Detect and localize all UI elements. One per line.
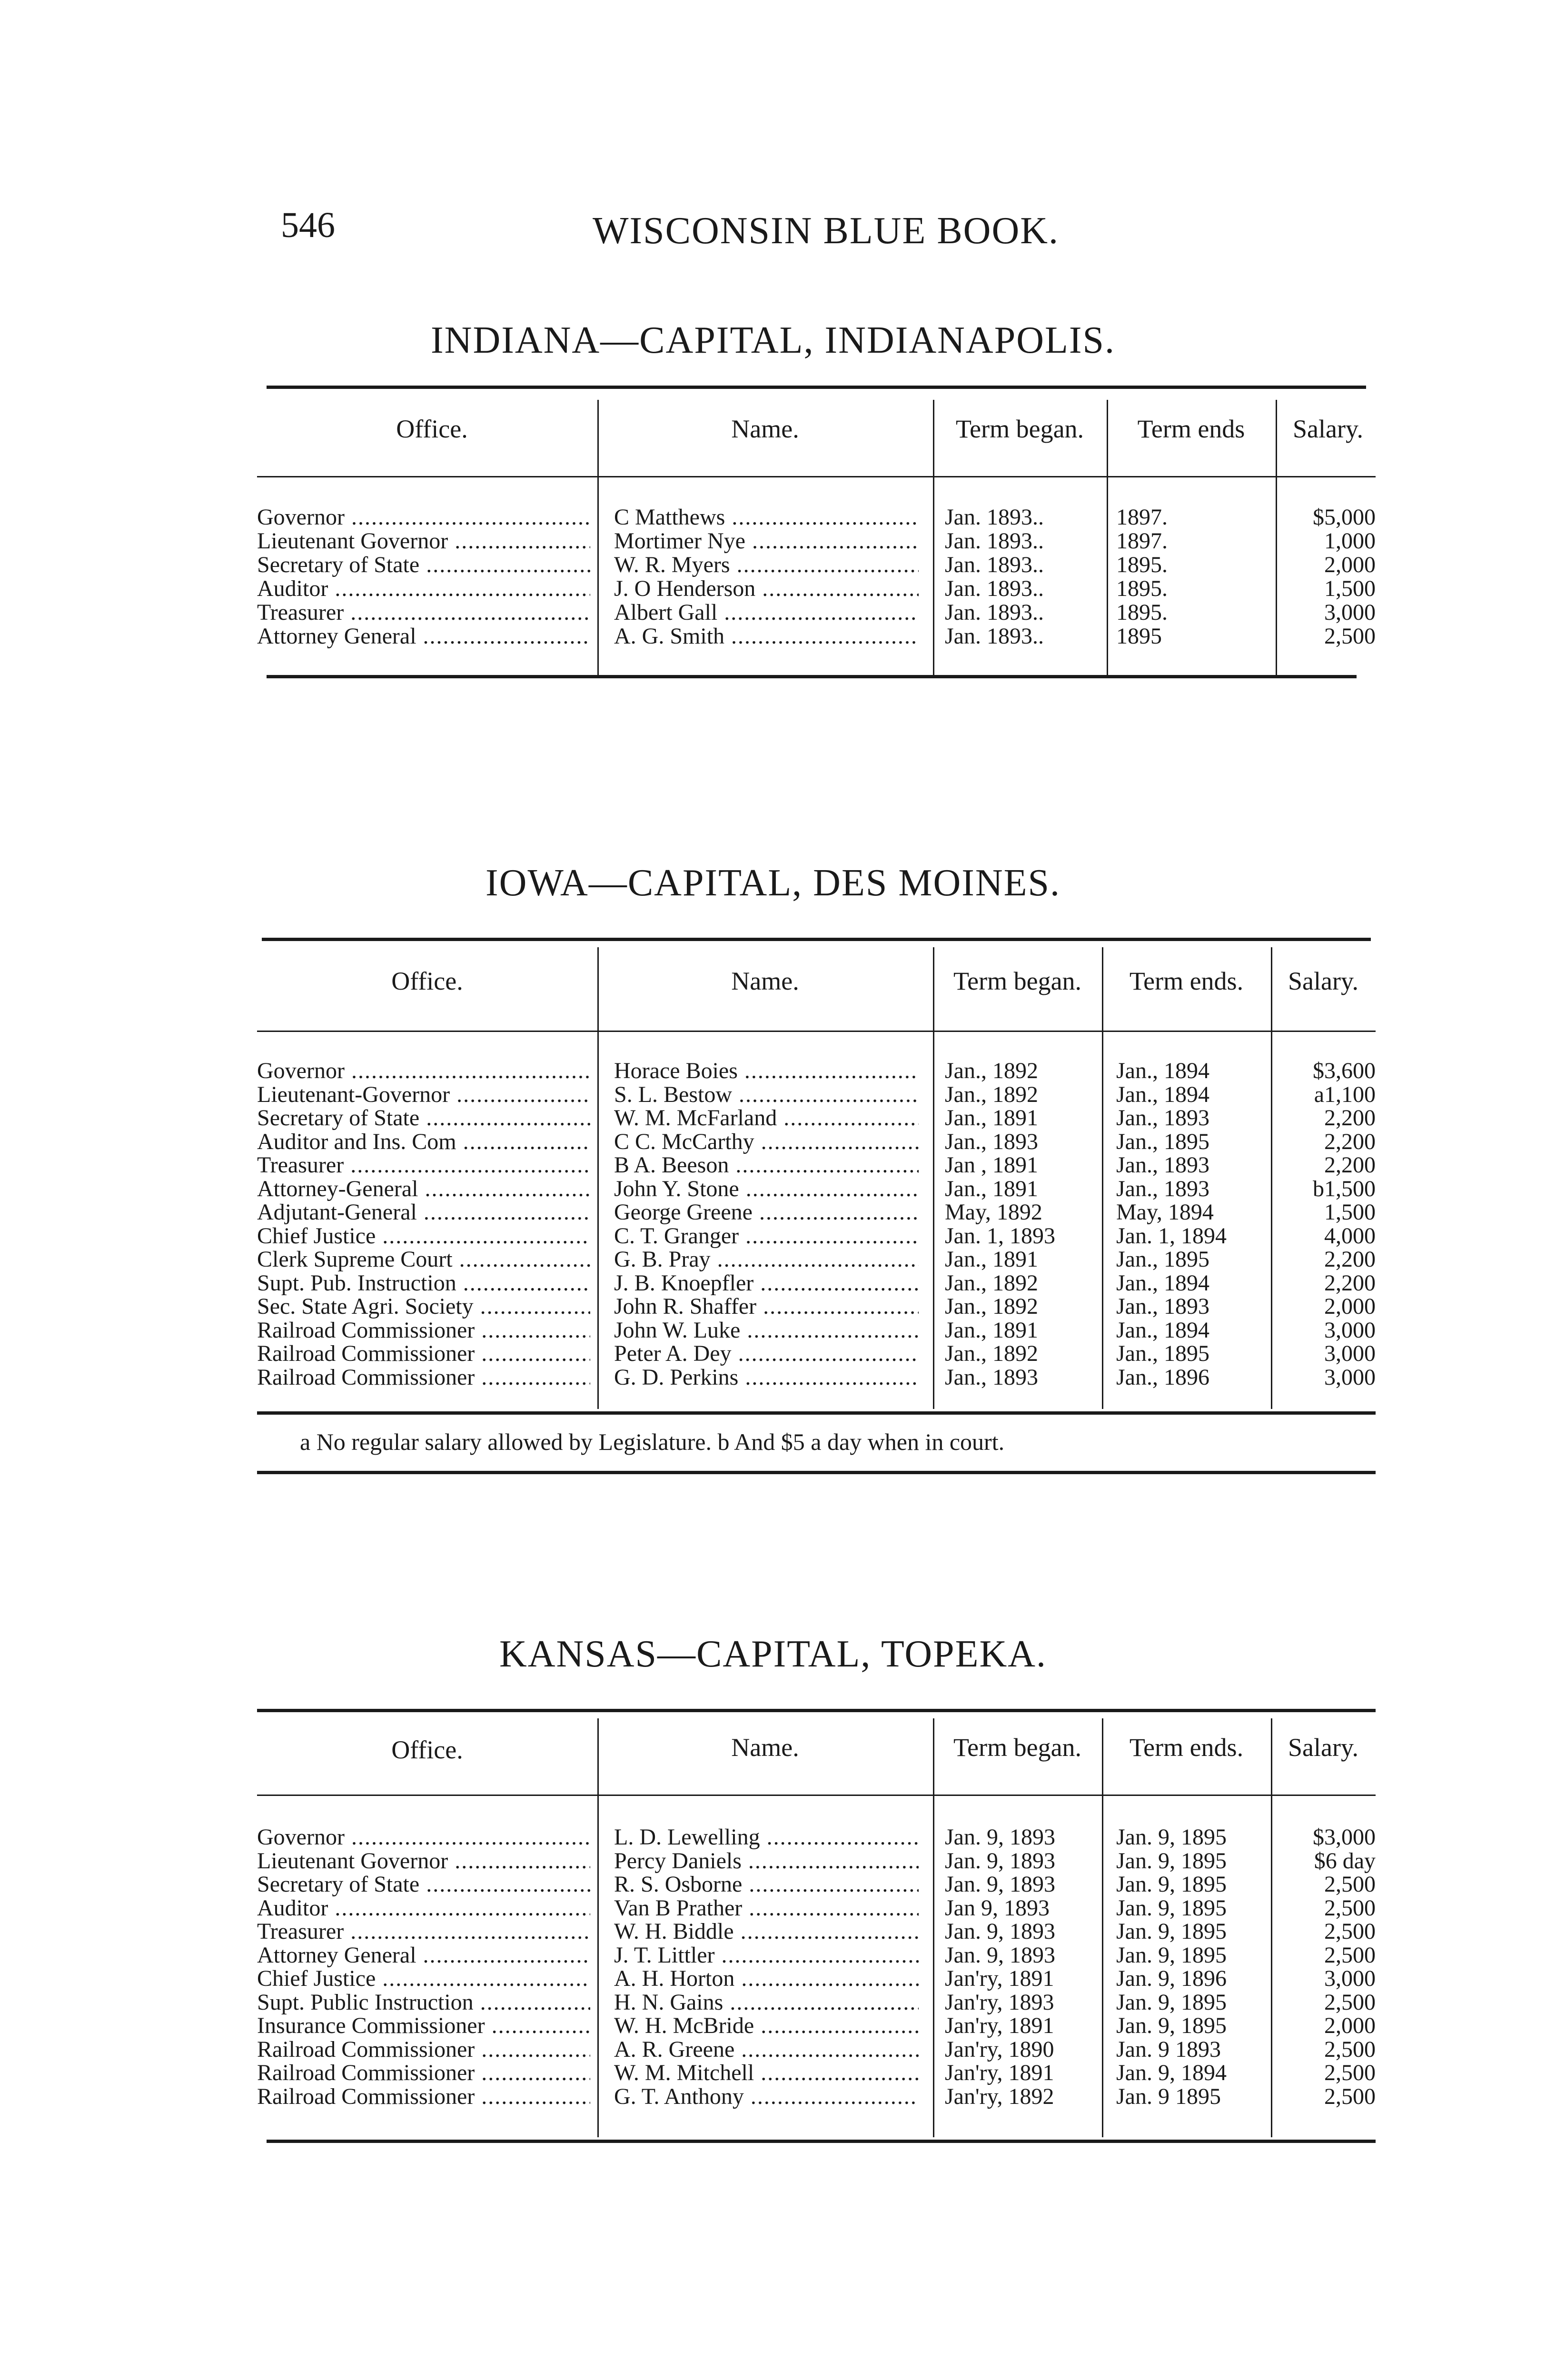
cell-began: Jan., 1891 [945, 1318, 1038, 1342]
cell-name: John R. Shaffer ..... [614, 1295, 919, 1319]
table-row [0, 2085, 1546, 2109]
cell-ends: Jan. 9, 1895 [1116, 1825, 1227, 1849]
cell-began: Jan'ry, 1891 [945, 2061, 1054, 2085]
cell-salary: $6 day [1314, 1849, 1376, 1873]
table-row [0, 577, 1546, 601]
cell-began: Jan'ry, 1890 [945, 2037, 1054, 2062]
header-salary: Salary. [1288, 967, 1358, 995]
cell-ends: Jan. 9 1895 [1116, 2084, 1221, 2109]
table-row [0, 2014, 1546, 2038]
header-name: Name. [731, 967, 799, 995]
cell-office: Attorney-General ..... [257, 1177, 590, 1201]
cell-salary: 2,500 [1324, 1943, 1376, 1967]
cell-name: Peter A. Dey ..... [614, 1342, 919, 1366]
cell-ends: 1897. [1116, 506, 1168, 529]
cell-office: Auditor ..... [257, 1896, 590, 1920]
cell-ends: Jan., 1895 [1116, 1342, 1209, 1366]
cell-name: Albert Gall ..... [614, 601, 919, 625]
cell-salary: 3,000 [1324, 1967, 1376, 1991]
cell-salary: 3,000 [1324, 1342, 1376, 1366]
cell-ends: 1895 [1116, 625, 1162, 648]
table-row [0, 1920, 1546, 1944]
cell-office: Treasurer ..... [257, 1920, 590, 1944]
cell-salary: 2,500 [1324, 2061, 1376, 2085]
header-office: Office. [391, 1735, 463, 1764]
cell-ends: Jan. 9, 1894 [1116, 2061, 1227, 2085]
cell-office: Insurance Commissioner ..... [257, 2014, 590, 2038]
cell-ends: Jan., 1893 [1116, 1177, 1209, 1201]
page-number: 546 [281, 205, 335, 245]
table-row [0, 625, 1546, 648]
table-row [0, 1271, 1546, 1295]
table-row [0, 1106, 1546, 1130]
table-row [0, 601, 1546, 625]
cell-began: Jan. 9, 1893 [945, 1825, 1055, 1849]
cell-name: John W. Luke ..... [614, 1319, 919, 1342]
table-row [0, 1059, 1546, 1083]
cell-salary: 2,000 [1324, 2014, 1376, 2038]
cell-office: Clerk Supreme Court ..... [257, 1248, 590, 1271]
cell-name: A. R. Greene ..... [614, 2038, 919, 2062]
cell-salary: 1,500 [1324, 1200, 1376, 1224]
cell-ends: 1895. [1116, 553, 1168, 577]
cell-salary: 1,500 [1324, 577, 1376, 601]
cell-salary: 3,000 [1324, 1318, 1376, 1342]
table-row [0, 1944, 1546, 1967]
cell-office: Adjutant-General ..... [257, 1200, 590, 1224]
cell-office: Supt. Public Instruction ..... [257, 1991, 590, 2014]
cell-began: Jan'ry, 1892 [945, 2084, 1054, 2109]
cell-salary: 2,500 [1324, 2084, 1376, 2109]
cell-office: Secretary of State ..... [257, 1106, 590, 1130]
cell-began: Jan., 1892 [945, 1059, 1038, 1083]
header-rule [257, 1795, 1376, 1796]
cell-salary: 2,500 [1324, 1920, 1376, 1944]
cell-began: Jan'ry, 1891 [945, 1967, 1054, 1991]
cell-ends: Jan. 1, 1894 [1116, 1224, 1227, 1248]
table-row [0, 1224, 1546, 1248]
cell-office: Auditor ..... [257, 577, 590, 601]
cell-office: Railroad Commissioner ..... [257, 2061, 590, 2085]
cell-salary: 2,200 [1324, 1248, 1376, 1271]
cell-began: Jan. 1893.. [945, 601, 1044, 625]
cell-ends: Jan., 1896 [1116, 1365, 1209, 1389]
cell-began: Jan. 1893.. [945, 577, 1044, 601]
cell-began: Jan., 1891 [945, 1106, 1038, 1130]
table-row [0, 1248, 1546, 1271]
cell-salary: 2,000 [1324, 1295, 1376, 1319]
cell-salary: 2,500 [1324, 625, 1376, 648]
cell-salary: 2,000 [1324, 553, 1376, 577]
table-row [0, 553, 1546, 577]
cell-ends: Jan., 1895 [1116, 1130, 1209, 1154]
table-rule [257, 1411, 1376, 1415]
table-rule [257, 1471, 1376, 1474]
cell-name: W. R. Myers ..... [614, 553, 919, 577]
cell-name: Mortimer Nye ..... [614, 529, 919, 553]
cell-began: Jan., 1892 [945, 1342, 1038, 1366]
cell-began: Jan. 1, 1893 [945, 1224, 1055, 1248]
cell-salary: 4,000 [1324, 1224, 1376, 1248]
cell-began: Jan. 9, 1893 [945, 1873, 1055, 1896]
cell-began: Jan. 1893.. [945, 529, 1044, 553]
header-rule [257, 1031, 1376, 1032]
running-head: WISCONSIN BLUE BOOK. [593, 210, 1059, 252]
cell-office: Railroad Commissioner ..... [257, 1319, 590, 1342]
table-row [0, 1849, 1546, 1873]
table-row [0, 1319, 1546, 1342]
cell-name: R. S. Osborne ..... [614, 1873, 919, 1896]
cell-office: Secretary of State ..... [257, 1873, 590, 1896]
cell-name: S. L. Bestow ..... [614, 1083, 919, 1107]
cell-name: G. B. Pray ..... [614, 1248, 919, 1271]
cell-salary: 2,500 [1324, 2037, 1376, 2062]
cell-office: Sec. State Agri. Society ..... [257, 1295, 590, 1319]
header-term-ends: Term ends. [1129, 1733, 1244, 1762]
cell-office: Lieutenant Governor ..... [257, 529, 590, 553]
cell-began: May, 1892 [945, 1200, 1042, 1224]
cell-ends: Jan., 1895 [1116, 1248, 1209, 1271]
cell-name: J. T. Littler ..... [614, 1944, 919, 1967]
table-row [0, 1825, 1546, 1849]
table-rule [267, 2140, 1376, 2143]
cell-began: Jan. 9, 1893 [945, 1920, 1055, 1944]
cell-name: C. T. Granger ..... [614, 1224, 919, 1248]
cell-salary: $5,000 [1313, 506, 1376, 529]
cell-office: Governor ..... [257, 1825, 590, 1849]
table-rule [267, 386, 1366, 389]
table-row [0, 506, 1546, 529]
cell-name: Percy Daniels ..... [614, 1849, 919, 1873]
cell-salary: a1,100 [1314, 1082, 1376, 1107]
cell-office: Attorney General ..... [257, 625, 590, 648]
cell-office: Supt. Pub. Instruction ..... [257, 1271, 590, 1295]
table-row [0, 1083, 1546, 1107]
iowa-title: IOWA—CAPITAL, DES MOINES. [485, 862, 1060, 904]
cell-office: Railroad Commissioner ..... [257, 1342, 590, 1366]
header-name: Name. [731, 1733, 799, 1762]
cell-name: A. H. Horton ..... [614, 1967, 919, 1991]
cell-name: J. O Henderson ..... [614, 577, 919, 601]
table-row [0, 1130, 1546, 1154]
cell-began: Jan. 1893.. [945, 506, 1044, 529]
table-rule [267, 675, 1357, 678]
header-term-began: Term began. [955, 415, 1084, 443]
cell-began: Jan 9, 1893 [945, 1896, 1050, 1920]
kansas-title: KANSAS—CAPITAL, TOPEKA. [499, 1633, 1047, 1675]
table-row [0, 1342, 1546, 1366]
header-term-began: Term began. [953, 967, 1082, 995]
header-name: Name. [731, 415, 799, 443]
cell-began: Jan. 9, 1893 [945, 1849, 1055, 1873]
cell-ends: Jan. 9 1893 [1116, 2037, 1221, 2062]
cell-salary: b1,500 [1313, 1177, 1376, 1201]
cell-began: Jan., 1892 [945, 1082, 1038, 1107]
cell-office: Secretary of State ..... [257, 553, 590, 577]
cell-ends: Jan., 1893 [1116, 1106, 1209, 1130]
cell-ends: Jan., 1893 [1116, 1295, 1209, 1319]
cell-began: Jan., 1891 [945, 1177, 1038, 1201]
cell-began: Jan., 1892 [945, 1271, 1038, 1295]
cell-salary: 3,000 [1324, 1365, 1376, 1389]
cell-name: G. T. Anthony ..... [614, 2085, 919, 2109]
cell-ends: Jan. 9, 1896 [1116, 1967, 1227, 1991]
cell-ends: 1895. [1116, 601, 1168, 625]
header-office: Office. [391, 967, 463, 995]
cell-salary: 2,500 [1324, 1990, 1376, 2014]
cell-salary: 2,200 [1324, 1106, 1376, 1130]
table-row [0, 1366, 1546, 1389]
cell-name: C Matthews ..... [614, 506, 919, 529]
header-office: Office. [396, 415, 468, 443]
iowa-footnote: a No regular salary allowed by Legislature. b And $5 a day when in court. [300, 1428, 1005, 1455]
cell-office: Railroad Commissioner ..... [257, 2038, 590, 2062]
cell-office: Railroad Commissioner ..... [257, 2085, 590, 2109]
cell-began: Jan., 1891 [945, 1248, 1038, 1271]
cell-ends: Jan., 1893 [1116, 1153, 1209, 1177]
cell-name: W. M. Mitchell ..... [614, 2061, 919, 2085]
table-row [0, 1991, 1546, 2014]
cell-name: B A. Beeson ..... [614, 1153, 919, 1177]
table-row [0, 1295, 1546, 1319]
cell-began: Jan'ry, 1891 [945, 2014, 1054, 2038]
cell-office: Treasurer ..... [257, 601, 590, 625]
cell-ends: 1895. [1116, 577, 1168, 601]
cell-ends: Jan. 9, 1895 [1116, 1849, 1227, 1873]
cell-name: C C. McCarthy ..... [614, 1130, 919, 1154]
cell-salary: 2,200 [1324, 1271, 1376, 1295]
cell-name: John Y. Stone ..... [614, 1177, 919, 1201]
cell-ends: Jan., 1894 [1116, 1082, 1209, 1107]
header-term-ends: Term ends. [1129, 967, 1244, 995]
cell-salary: $3,000 [1313, 1825, 1376, 1849]
cell-office: Lieutenant-Governor ..... [257, 1083, 590, 1107]
cell-office: Auditor and Ins. Com ..... [257, 1130, 590, 1154]
cell-office: Governor ..... [257, 1059, 590, 1083]
cell-office: Chief Justice ..... [257, 1224, 590, 1248]
cell-name: W. H. McBride ..... [614, 2014, 919, 2038]
cell-ends: Jan., 1894 [1116, 1271, 1209, 1295]
cell-name: W. H. Biddle ..... [614, 1920, 919, 1944]
cell-name: Horace Boies ..... [614, 1059, 919, 1083]
table-row [0, 1967, 1546, 1991]
cell-office: Treasurer ..... [257, 1153, 590, 1177]
cell-name: G. D. Perkins ..... [614, 1366, 919, 1389]
table-row [0, 1200, 1546, 1224]
table-row [0, 2061, 1546, 2085]
cell-salary: $3,600 [1313, 1059, 1376, 1083]
header-term-began: Term began. [953, 1733, 1082, 1762]
cell-name: A. G. Smith ..... [614, 625, 919, 648]
cell-name: J. B. Knoepfler ..... [614, 1271, 919, 1295]
cell-name: H. N. Gains ..... [614, 1991, 919, 2014]
cell-name: George Greene ..... [614, 1200, 919, 1224]
cell-office: Governor ..... [257, 506, 590, 529]
cell-salary: 2,500 [1324, 1873, 1376, 1896]
cell-salary: 2,200 [1324, 1130, 1376, 1154]
cell-began: Jan. 1893.. [945, 625, 1044, 648]
table-rule [262, 938, 1371, 941]
cell-ends: Jan. 9, 1895 [1116, 2014, 1227, 2038]
cell-ends: Jan. 9, 1895 [1116, 1873, 1227, 1896]
cell-name: W. M. McFarland ..... [614, 1106, 919, 1130]
cell-ends: Jan. 9, 1895 [1116, 1896, 1227, 1920]
cell-began: Jan , 1891 [945, 1153, 1038, 1177]
cell-name: Van B Prather ..... [614, 1896, 919, 1920]
cell-salary: 1,000 [1324, 529, 1376, 553]
table-row [0, 1873, 1546, 1896]
cell-began: Jan'ry, 1893 [945, 1990, 1054, 2014]
table-row [0, 1177, 1546, 1201]
cell-ends: Jan. 9, 1895 [1116, 1920, 1227, 1944]
header-rule [257, 476, 1376, 477]
cell-began: Jan., 1893 [945, 1365, 1038, 1389]
header-salary: Salary. [1293, 415, 1363, 443]
cell-salary: 2,500 [1324, 1896, 1376, 1920]
cell-salary: 3,000 [1324, 601, 1376, 625]
cell-ends: Jan. 9, 1895 [1116, 1943, 1227, 1967]
table-row [0, 1896, 1546, 1920]
indiana-title: INDIANA—CAPITAL, INDIANAPOLIS. [431, 319, 1115, 361]
cell-began: Jan., 1892 [945, 1295, 1038, 1319]
cell-ends: Jan., 1894 [1116, 1318, 1209, 1342]
cell-salary: 2,200 [1324, 1153, 1376, 1177]
header-term-ends: Term ends [1137, 415, 1245, 443]
cell-office: Lieutenant Governor ..... [257, 1849, 590, 1873]
table-row [0, 529, 1546, 553]
table-rule [257, 1709, 1376, 1712]
cell-began: Jan. 9, 1893 [945, 1943, 1055, 1967]
header-salary: Salary. [1288, 1733, 1358, 1762]
cell-office: Railroad Commissioner ..... [257, 1366, 590, 1389]
table-row [0, 1153, 1546, 1177]
cell-ends: May, 1894 [1116, 1200, 1214, 1224]
cell-name: L. D. Lewelling ..... [614, 1825, 919, 1849]
cell-ends: Jan., 1894 [1116, 1059, 1209, 1083]
cell-office: Attorney General ..... [257, 1944, 590, 1967]
cell-ends: Jan. 9, 1895 [1116, 1990, 1227, 2014]
table-row [0, 2038, 1546, 2062]
cell-office: Chief Justice ..... [257, 1967, 590, 1991]
cell-ends: 1897. [1116, 529, 1168, 553]
cell-began: Jan., 1893 [945, 1130, 1038, 1154]
cell-began: Jan. 1893.. [945, 553, 1044, 577]
